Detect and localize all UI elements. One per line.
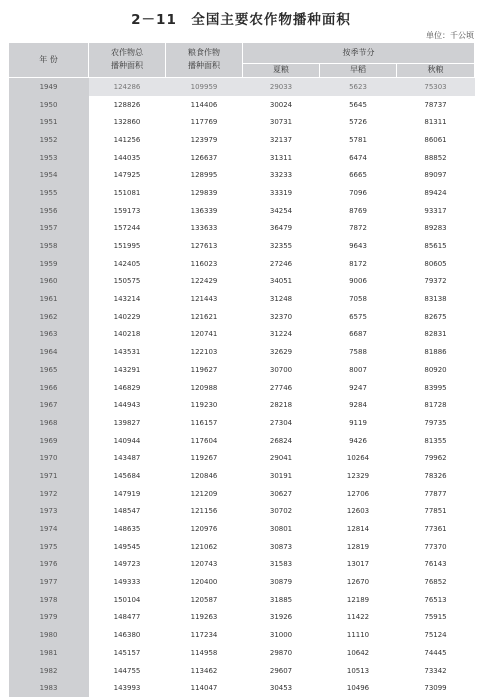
cell-grain: 129839 — [166, 184, 243, 202]
cell-summer: 31583 — [243, 556, 320, 574]
cell-grain: 109959 — [166, 78, 243, 96]
cell-total: 151995 — [89, 237, 166, 255]
cell-year: 1970 — [9, 449, 89, 467]
cell-year: 1983 — [9, 679, 89, 697]
header-grain-sown-area — [166, 43, 243, 78]
cell-summer: 31311 — [243, 149, 320, 167]
cell-summer: 31224 — [243, 326, 320, 344]
cell-grain: 121443 — [166, 290, 243, 308]
cell-grain: 114047 — [166, 679, 243, 697]
cell-summer: 31248 — [243, 290, 320, 308]
cell-year: 1962 — [9, 308, 89, 326]
header-early-rice: 早稻 — [320, 64, 397, 78]
cell-summer: 32629 — [243, 343, 320, 361]
cell-early: 9247 — [320, 379, 397, 397]
cell-autumn: 77877 — [397, 485, 475, 503]
table-row — [9, 326, 475, 344]
cell-early: 7096 — [320, 184, 397, 202]
cell-year: 1972 — [9, 485, 89, 503]
cell-autumn: 83995 — [397, 379, 475, 397]
table-row — [9, 343, 475, 361]
cell-early: 6575 — [320, 308, 397, 326]
cell-autumn: 80605 — [397, 255, 475, 273]
table-row — [9, 414, 475, 432]
cell-autumn: 79735 — [397, 414, 475, 432]
cell-year: 1954 — [9, 166, 89, 184]
cell-early: 13017 — [320, 556, 397, 574]
cell-year: 1974 — [9, 520, 89, 538]
table-row — [9, 202, 475, 220]
cell-year: 1949 — [9, 78, 89, 96]
cell-grain: 120741 — [166, 326, 243, 344]
cell-early: 6687 — [320, 326, 397, 344]
cell-total: 143487 — [89, 449, 166, 467]
table-row — [9, 379, 475, 397]
table-row — [9, 166, 475, 184]
cell-total: 149723 — [89, 556, 166, 574]
cell-summer: 29033 — [243, 78, 320, 96]
cell-grain: 117604 — [166, 432, 243, 450]
cell-summer: 32355 — [243, 237, 320, 255]
cell-autumn: 80920 — [397, 361, 475, 379]
cell-year: 1964 — [9, 343, 89, 361]
cell-early: 12819 — [320, 538, 397, 556]
cell-year: 1957 — [9, 220, 89, 238]
cell-autumn: 89097 — [397, 166, 475, 184]
cell-early: 5645 — [320, 96, 397, 114]
cell-autumn: 81311 — [397, 113, 475, 131]
cell-early: 10496 — [320, 679, 397, 697]
table-row — [9, 503, 475, 521]
cell-grain: 128995 — [166, 166, 243, 184]
cell-total: 147925 — [89, 166, 166, 184]
cell-grain: 120743 — [166, 556, 243, 574]
cell-total: 148547 — [89, 503, 166, 521]
cell-total: 139827 — [89, 414, 166, 432]
table-row — [9, 78, 475, 96]
cell-early: 10264 — [320, 449, 397, 467]
cell-total: 147919 — [89, 485, 166, 503]
cell-autumn: 78326 — [397, 467, 475, 485]
cell-summer: 30627 — [243, 485, 320, 503]
cell-grain: 119267 — [166, 449, 243, 467]
cell-early: 12329 — [320, 467, 397, 485]
cell-summer: 30700 — [243, 361, 320, 379]
cell-early: 7058 — [320, 290, 397, 308]
cell-early: 9119 — [320, 414, 397, 432]
cell-summer: 31926 — [243, 609, 320, 627]
cell-grain: 121209 — [166, 485, 243, 503]
header-summer-grain: 夏粮 — [243, 64, 320, 78]
cell-early: 11422 — [320, 609, 397, 627]
table-body — [9, 78, 475, 697]
table-row — [9, 237, 475, 255]
cell-year: 1966 — [9, 379, 89, 397]
cell-early: 6665 — [320, 166, 397, 184]
cell-summer: 30702 — [243, 503, 320, 521]
cell-year: 1969 — [9, 432, 89, 450]
header-total-line2: 播种面积 — [89, 60, 165, 73]
cell-early: 9284 — [320, 396, 397, 414]
cell-autumn: 85615 — [397, 237, 475, 255]
table-row — [9, 113, 475, 131]
cell-year: 1953 — [9, 149, 89, 167]
cell-autumn: 81728 — [397, 396, 475, 414]
cell-year: 1963 — [9, 326, 89, 344]
cell-year: 1975 — [9, 538, 89, 556]
table-row — [9, 131, 475, 149]
cell-grain: 120846 — [166, 467, 243, 485]
cell-early: 10642 — [320, 644, 397, 662]
cell-grain: 136339 — [166, 202, 243, 220]
cell-early: 7872 — [320, 220, 397, 238]
cell-early: 8172 — [320, 255, 397, 273]
cell-grain: 120976 — [166, 520, 243, 538]
cell-summer: 32370 — [243, 308, 320, 326]
header-year: 年 份 — [9, 43, 89, 78]
cell-grain: 116157 — [166, 414, 243, 432]
header-by-season: 按季节分 — [243, 43, 475, 64]
table-row — [9, 644, 475, 662]
cell-grain: 119230 — [166, 396, 243, 414]
cell-total: 150575 — [89, 273, 166, 291]
cell-early: 9426 — [320, 432, 397, 450]
cell-autumn: 76852 — [397, 573, 475, 591]
cell-total: 148635 — [89, 520, 166, 538]
cell-total: 145684 — [89, 467, 166, 485]
cell-grain: 122103 — [166, 343, 243, 361]
cell-autumn: 77851 — [397, 503, 475, 521]
table-row — [9, 361, 475, 379]
cell-year: 1958 — [9, 237, 89, 255]
cell-total: 124286 — [89, 78, 166, 96]
cell-autumn: 82831 — [397, 326, 475, 344]
cell-total: 143993 — [89, 679, 166, 697]
table-row — [9, 538, 475, 556]
cell-early: 7588 — [320, 343, 397, 361]
cell-total: 148477 — [89, 609, 166, 627]
header-total-line1: 农作物总 — [89, 47, 165, 60]
cell-early: 8769 — [320, 202, 397, 220]
cell-year: 1980 — [9, 626, 89, 644]
table-row — [9, 485, 475, 503]
cell-autumn: 89283 — [397, 220, 475, 238]
cell-year: 1971 — [9, 467, 89, 485]
cell-autumn: 81355 — [397, 432, 475, 450]
cell-autumn: 89424 — [397, 184, 475, 202]
cell-grain: 127613 — [166, 237, 243, 255]
cell-autumn: 73099 — [397, 679, 475, 697]
cell-grain: 119627 — [166, 361, 243, 379]
cell-total: 146829 — [89, 379, 166, 397]
cell-early: 12670 — [320, 573, 397, 591]
cell-summer: 30191 — [243, 467, 320, 485]
cell-summer: 30879 — [243, 573, 320, 591]
cell-early: 5623 — [320, 78, 397, 96]
cell-total: 144755 — [89, 662, 166, 680]
cell-year: 1950 — [9, 96, 89, 114]
cell-total: 149545 — [89, 538, 166, 556]
cell-total: 128826 — [89, 96, 166, 114]
cell-autumn: 93317 — [397, 202, 475, 220]
cell-total: 151081 — [89, 184, 166, 202]
cell-year: 1982 — [9, 662, 89, 680]
cell-summer: 26824 — [243, 432, 320, 450]
crop-area-table — [8, 42, 475, 697]
table-row — [9, 626, 475, 644]
cell-total: 141256 — [89, 131, 166, 149]
cell-total: 145157 — [89, 644, 166, 662]
cell-autumn: 77370 — [397, 538, 475, 556]
cell-total: 143291 — [89, 361, 166, 379]
cell-grain: 119263 — [166, 609, 243, 627]
cell-summer: 30873 — [243, 538, 320, 556]
unit-label: 单位：千公顷 — [426, 30, 474, 41]
cell-summer: 33319 — [243, 184, 320, 202]
cell-grain: 126637 — [166, 149, 243, 167]
cell-autumn: 79372 — [397, 273, 475, 291]
cell-early: 9643 — [320, 237, 397, 255]
cell-total: 159173 — [89, 202, 166, 220]
cell-year: 1973 — [9, 503, 89, 521]
cell-grain: 114406 — [166, 96, 243, 114]
cell-grain: 116023 — [166, 255, 243, 273]
table-row — [9, 520, 475, 538]
cell-autumn: 83138 — [397, 290, 475, 308]
cell-year: 1976 — [9, 556, 89, 574]
cell-total: 150104 — [89, 591, 166, 609]
cell-year: 1965 — [9, 361, 89, 379]
header-total-sown-area — [89, 43, 166, 78]
cell-autumn: 81886 — [397, 343, 475, 361]
cell-summer: 31000 — [243, 626, 320, 644]
cell-summer: 30731 — [243, 113, 320, 131]
table-row — [9, 220, 475, 238]
table-row — [9, 679, 475, 697]
cell-year: 1951 — [9, 113, 89, 131]
cell-total: 146380 — [89, 626, 166, 644]
cell-total: 144943 — [89, 396, 166, 414]
cell-autumn: 86061 — [397, 131, 475, 149]
table-row — [9, 273, 475, 291]
cell-grain: 120587 — [166, 591, 243, 609]
cell-total: 149333 — [89, 573, 166, 591]
table-row — [9, 556, 475, 574]
cell-early: 5781 — [320, 131, 397, 149]
cell-summer: 30453 — [243, 679, 320, 697]
header-autumn-grain: 秋粮 — [397, 64, 475, 78]
cell-grain: 117769 — [166, 113, 243, 131]
table-row — [9, 662, 475, 680]
table-row — [9, 591, 475, 609]
cell-total: 140218 — [89, 326, 166, 344]
cell-summer: 29607 — [243, 662, 320, 680]
table-row — [9, 255, 475, 273]
table-row — [9, 467, 475, 485]
cell-grain: 123979 — [166, 131, 243, 149]
cell-autumn: 75124 — [397, 626, 475, 644]
cell-year: 1979 — [9, 609, 89, 627]
cell-grain: 114958 — [166, 644, 243, 662]
cell-early: 10513 — [320, 662, 397, 680]
cell-early: 12603 — [320, 503, 397, 521]
cell-summer: 34254 — [243, 202, 320, 220]
cell-autumn: 82675 — [397, 308, 475, 326]
table-row — [9, 290, 475, 308]
cell-autumn: 75915 — [397, 609, 475, 627]
cell-early: 12814 — [320, 520, 397, 538]
header-grain-line1: 粮食作物 — [166, 47, 242, 60]
cell-grain: 122429 — [166, 273, 243, 291]
cell-summer: 30801 — [243, 520, 320, 538]
cell-year: 1961 — [9, 290, 89, 308]
cell-total: 142405 — [89, 255, 166, 273]
cell-autumn: 74445 — [397, 644, 475, 662]
cell-year: 1977 — [9, 573, 89, 591]
cell-autumn: 75303 — [397, 78, 475, 96]
cell-grain: 120988 — [166, 379, 243, 397]
cell-grain: 121621 — [166, 308, 243, 326]
table-row — [9, 432, 475, 450]
header-grain-line2: 播种面积 — [166, 60, 242, 73]
cell-early: 12189 — [320, 591, 397, 609]
cell-grain: 120400 — [166, 573, 243, 591]
cell-grain: 117234 — [166, 626, 243, 644]
cell-autumn: 88852 — [397, 149, 475, 167]
cell-total: 144035 — [89, 149, 166, 167]
cell-early: 8007 — [320, 361, 397, 379]
cell-year: 1955 — [9, 184, 89, 202]
cell-total: 143531 — [89, 343, 166, 361]
cell-total: 132860 — [89, 113, 166, 131]
table-row — [9, 308, 475, 326]
cell-year: 1981 — [9, 644, 89, 662]
cell-year: 1959 — [9, 255, 89, 273]
cell-total: 157244 — [89, 220, 166, 238]
table-row — [9, 96, 475, 114]
cell-summer: 29041 — [243, 449, 320, 467]
table-row — [9, 184, 475, 202]
cell-summer: 27246 — [243, 255, 320, 273]
cell-total: 140229 — [89, 308, 166, 326]
cell-early: 6474 — [320, 149, 397, 167]
cell-grain: 133633 — [166, 220, 243, 238]
cell-autumn: 73342 — [397, 662, 475, 680]
cell-early: 12706 — [320, 485, 397, 503]
cell-year: 1968 — [9, 414, 89, 432]
cell-year: 1967 — [9, 396, 89, 414]
cell-year: 1952 — [9, 131, 89, 149]
cell-autumn: 78737 — [397, 96, 475, 114]
cell-summer: 27746 — [243, 379, 320, 397]
cell-early: 11110 — [320, 626, 397, 644]
cell-early: 9006 — [320, 273, 397, 291]
cell-summer: 36479 — [243, 220, 320, 238]
cell-summer: 33233 — [243, 166, 320, 184]
cell-summer: 27304 — [243, 414, 320, 432]
cell-grain: 121062 — [166, 538, 243, 556]
cell-autumn: 76513 — [397, 591, 475, 609]
table-row — [9, 149, 475, 167]
table-row — [9, 396, 475, 414]
cell-summer: 34051 — [243, 273, 320, 291]
cell-autumn: 76143 — [397, 556, 475, 574]
table-row — [9, 573, 475, 591]
cell-summer: 31885 — [243, 591, 320, 609]
page-title: 2－11 全国主要农作物播种面积 — [0, 8, 482, 28]
cell-early: 5726 — [320, 113, 397, 131]
cell-summer: 29870 — [243, 644, 320, 662]
cell-summer: 30024 — [243, 96, 320, 114]
cell-total: 143214 — [89, 290, 166, 308]
cell-grain: 121156 — [166, 503, 243, 521]
table-row — [9, 449, 475, 467]
cell-grain: 113462 — [166, 662, 243, 680]
cell-year: 1960 — [9, 273, 89, 291]
table-row — [9, 609, 475, 627]
cell-autumn: 77361 — [397, 520, 475, 538]
cell-summer: 32137 — [243, 131, 320, 149]
cell-year: 1978 — [9, 591, 89, 609]
cell-total: 140944 — [89, 432, 166, 450]
cell-autumn: 79962 — [397, 449, 475, 467]
cell-year: 1956 — [9, 202, 89, 220]
cell-summer: 28218 — [243, 396, 320, 414]
